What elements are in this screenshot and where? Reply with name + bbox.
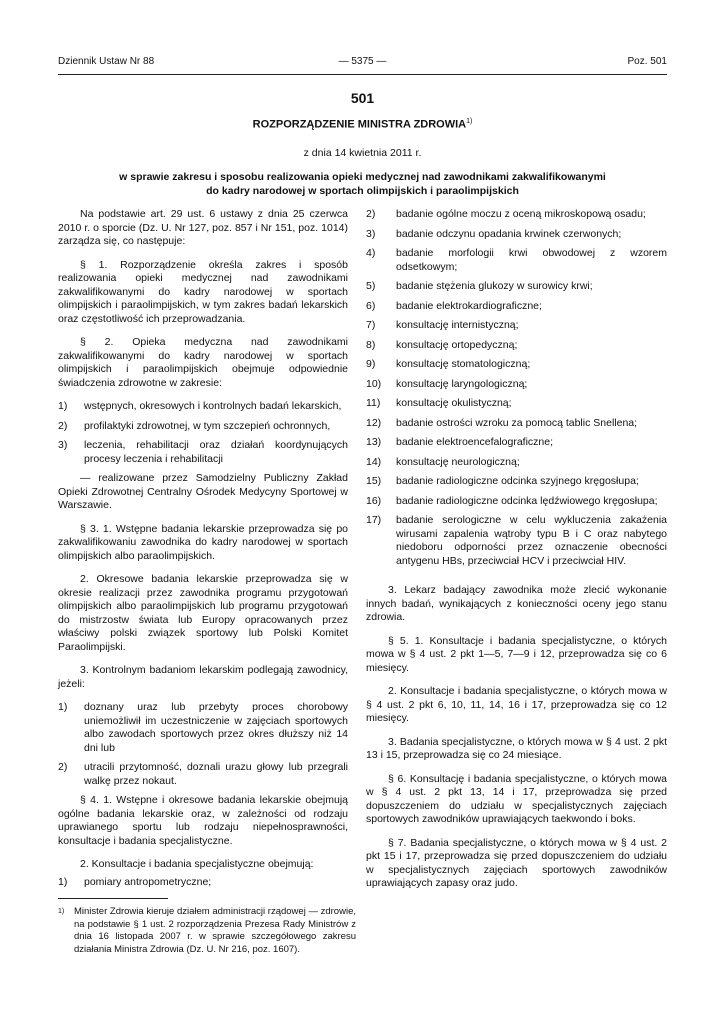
section-4-1: § 4. 1. Wstępne i okresowe badania lekarskie obejmują ogólne badania lekarskie oraz, w zależności od rodzaju uprawianego sportu lub rodzaju niepełnosprawności, konsultacje i badania specjalistyczne.: [58, 794, 348, 847]
act-date: z dnia 14 kwietnia 2011 r.: [303, 147, 422, 159]
header-divider: [58, 74, 667, 75]
page-header: [58, 56, 667, 70]
list-item: 10) konsultację laryngologiczną;: [366, 377, 528, 390]
section-5-1: § 5. 1. Konsultacje i badania specjalistyczne, o których mowa w § 4 ust. 2 pkt 1—5, 7—9 i 12, przeprowadza się co 6 miesięcy.: [366, 634, 667, 674]
left-column: [58, 208, 348, 895]
list-item: 13) badanie elektroencefalograficzne;: [366, 436, 554, 448]
section-7: § 7. Badania specjalistyczne, o których mowa w § 4 ust. 2 pkt 15 i 17, przeprowadza się przed dopuszczeniem do udziału w specjalistycznych zajęciach sportowych zawodników uprawiających zapasy oraz judo.: [366, 836, 667, 889]
act-title: [0, 118, 725, 131]
section-5-3: 3. Badania specjalistyczne, o których mowa w § 4 ust. 2 pkt 13 i 15, przeprowadza się co 24 miesiące.: [366, 735, 667, 761]
footnote: [58, 906, 356, 956]
page-number: — 5375 —: [338, 56, 387, 67]
footnote-divider: [58, 898, 168, 899]
list-item: 14) konsultację neurologiczną;: [366, 455, 520, 468]
list-item: 3) leczenia, rehabilitacji oraz działań koordynujących procesy leczenia i rehabilitacji: [58, 439, 348, 465]
intro-paragraph: Na podstawie art. 29 ust. 6 ustawy z dnia 25 czerwca 2010 r. o sporcie (Dz. U. Nr 127, poz. 857 i Nr 151, poz. 1014) zarządza się, co następuje:: [58, 208, 348, 247]
act-subject-line-2: do kadry narodowej w sportach olimpijskich i paraolimpijskich: [206, 185, 519, 197]
act-subject: [58, 170, 667, 198]
list-item: 1) doznany uraz lub przebyty proces chorobowy uniemożliwił im uczestniczenie w zajęciach sportowych albo zawodach sportowych przez okres dłuższy niż 14 dni lub: [58, 701, 348, 754]
section-4-3: 3. Lekarz badający zawodnika może zlecić wykonanie innych badań, wynikających z konieczności oceny jego stanu zdrowia.: [366, 584, 667, 623]
list-item: 12) badanie ostrości wzroku za pomocą tablic Snellena;: [366, 416, 638, 429]
section-2-tail: — realizowane przez Samodzielny Publiczny Zakład Opieki Zdrowotnej Centralny Ośrodek Medycyny Sportowej w Warszawie.: [58, 472, 348, 511]
act-title-text: ROZPORZĄDZENIE MINISTRA ZDROWIA: [252, 118, 467, 131]
list-item: 16) badanie radiologiczne odcinka lędźwiowego kręgosłupa;: [366, 494, 658, 507]
list-item: 8) konsultację ortopedyczną;: [366, 338, 518, 351]
right-column: [366, 208, 667, 901]
position-number: Poz. 501: [627, 56, 667, 67]
list-item: 3) badanie odczynu opadania krwinek czerwonych;: [366, 227, 622, 240]
section-3-1: § 3. 1. Wstępne badania lekarskie przeprowadza się po zakwalifikowaniu zawodnika do kadry narodowej w sportach olimpijskich albo paraolimpijskich.: [58, 522, 348, 562]
list-item: 15) badanie radiologiczne odcinka szyjnego kręgosłupa;: [366, 475, 639, 487]
act-number: 501: [350, 90, 375, 106]
list-item: 11) konsultację okulistyczną;: [366, 397, 512, 409]
act-subject-line-1: w sprawie zakresu i sposobu realizowania opieki medycznej nad zawodnikami zakwalifikowanymi: [119, 171, 606, 183]
list-item: 2) profilaktyki zdrowotnej, w tym szczepień ochronnych,: [58, 419, 331, 432]
act-footnote-mark: 1): [466, 118, 473, 125]
footnote-mark: 1): [58, 908, 65, 915]
footnote-text: Minister Zdrowia kieruje działem administracji rządowej — zdrowie, na podstawie § 1 ust. 2 rozporządzenia Prezesa Rady Ministrów z dnia 16 listopada 2007 r. w sprawie szczegółowego zakresu działania Ministra Zdrowia (Dz. U. Nr 216, poz. 1607).: [74, 906, 356, 955]
section-1: § 1. Rozporządzenie określa zakres i sposób realizowania opieki medycznej nad zawodnikami zakwalifikowanymi do kadry narodowej w sportach olimpijskich i paraolimpijskich, w tym zakres badań lekarskich oraz częstotliwość ich przeprowadzania.: [58, 258, 348, 325]
list-item: 2) utracili przytomność, doznali urazu głowy lub przegrali walkę przez nokaut.: [58, 761, 348, 787]
list-item: 2) badanie ogólne moczu z oceną mikroskopową osadu;: [366, 208, 646, 220]
list-item: 6) badanie elektrokardiograficzne;: [366, 299, 542, 312]
section-3-3: 3. Kontrolnym badaniom lekarskim podlegają zawodnicy, jeżeli:: [58, 664, 348, 690]
list-item: 7) konsultację internistyczną;: [366, 319, 519, 331]
section-4-2: 2. Konsultacje i badania specjalistyczne obejmują:: [80, 858, 314, 870]
section-3-2: 2. Okresowe badania lekarskie przeprowadza się w okresie realizacji przez zawodnika programu przygotowań olimpijskich albo paraolimpijskich lub programu przygotowań do mistrzostw świata lub Europy opracowanych przez właściwy polski związek sportowy lub Polski Komitet Paraolimpijski.: [58, 573, 348, 653]
list-item: 1) wstępnych, okresowych i kontrolnych badań lekarskich,: [58, 400, 342, 412]
list-item: 17) badanie serologiczne w celu wykluczenia zakażenia wirusami zapalenia wątroby typu B i C oraz nabytego niedoboru odporności przez oznaczenie obecności antygenu HBs, przeciwciał HCV i przeciwciał HIV.: [366, 514, 667, 567]
section-2: § 2. Opieka medyczna nad zawodnikami zakwalifikowanymi do kadry narodowej w sportach olimpijskich i paraolimpijskich obejmuje odpowiednie świadczenia zdrowotne w zakresie:: [58, 336, 348, 389]
section-6: § 6. Konsultację i badania specjalistyczne, o których mowa w § 4 ust. 2 pkt 13, 14 i 17, przeprowadza się przed dopuszczeniem do udziału w specjalistycznych zajęciach sportowych zawodników uprawiających taekwondo i boks.: [366, 772, 667, 825]
list-item: 9) konsultację stomatologiczną;: [366, 358, 531, 370]
list-item: 1) pomiary antropometryczne;: [58, 875, 212, 888]
list-item: 5) badanie stężenia glukozy w surowicy krwi;: [366, 280, 593, 292]
list-item: 4) badanie morfologii krwi obwodowej z wzorem odsetkowym;: [366, 247, 667, 273]
journal-name: Dziennik Ustaw Nr 88: [58, 56, 155, 67]
section-5-2: 2. Konsultacje i badania specjalistyczne, o których mowa w § 4 ust. 2 pkt 6, 10, 11, 14, 16 i 17, przeprowadza się co 12 miesięcy.: [366, 685, 667, 724]
